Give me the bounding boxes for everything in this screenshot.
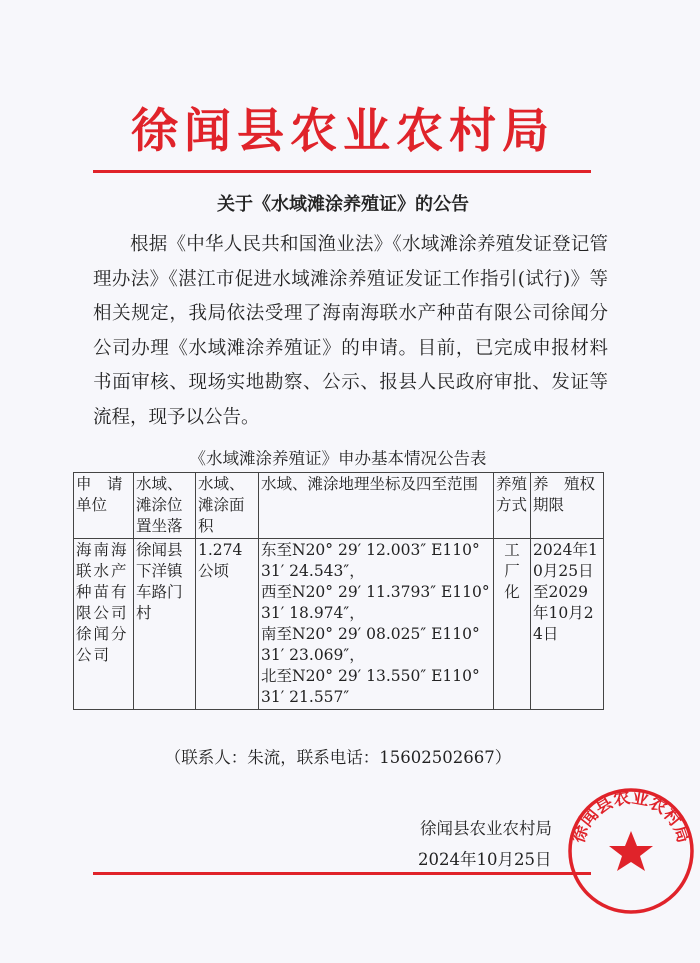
table-row xyxy=(74,538,604,709)
signature-org: 徐闻县农业农村局 xyxy=(420,819,552,838)
table-header-row xyxy=(74,472,604,538)
seal-star-icon xyxy=(609,831,653,871)
bound-south: 南至N20° 29′ 08.025″ E110° 31′ 23.069″， xyxy=(261,624,480,664)
bound-west: 西至N20° 29′ 11.3793″ E110° 31′ 18.974″， xyxy=(261,582,490,622)
notice-body: 根据《中华人民共和国渔业法》《水域滩涂养殖发证登记管理办法》《湛江市促进水域滩涂养殖证发证工作指引(试行)》等相关规定，我局依法受理了海南海联水产种苗有限公司徐闻分公司办理《水域滩涂养殖证》的申请。目前，已完成申报材料书面审核、现场实地勘察、公示、报县人民政府审批、发证等流程，现予以公告。 xyxy=(93,234,608,428)
cell-applicant: 海南海联水产种苗有限公司徐闻分公司 xyxy=(74,538,134,709)
official-seal xyxy=(566,786,696,916)
header-method: 养殖方式 xyxy=(494,472,531,538)
header-location: 水域、滩涂位置坐落 xyxy=(134,472,196,538)
header-bounds: 水域、滩涂地理坐标及四至范围 xyxy=(259,472,494,538)
signature-date: 2024年10月25日 xyxy=(418,850,552,869)
header-area: 水域、滩涂面积 xyxy=(196,472,259,538)
letterhead-divider xyxy=(93,170,591,173)
cell-location: 徐闻县下洋镇车路门村 xyxy=(134,538,196,709)
cell-area: 1.274公顷 xyxy=(196,538,259,709)
cell-term: 2024年10月25日至2029年10月24日 xyxy=(531,538,604,709)
notice-content xyxy=(73,228,611,768)
cell-method: 工厂化 xyxy=(494,538,531,709)
header-applicant: 申 请单位 xyxy=(74,472,134,538)
letterhead-organization: 徐闻县农业农村局 xyxy=(131,104,555,159)
cell-bounds xyxy=(259,538,494,709)
svg-text:徐闻县农业农村局: 徐闻县农业农村局 xyxy=(568,787,694,846)
info-table xyxy=(73,472,611,710)
notice-title: 关于《水域滩涂养殖证》的公告 xyxy=(217,194,469,215)
header-term: 养 殖权 期限 xyxy=(531,472,604,538)
footer-divider xyxy=(93,872,591,875)
bound-north: 北至N20° 29′ 13.550″ E110° 31′ 21.557″ xyxy=(261,666,480,706)
table-caption: 《水域滩涂养殖证》申办基本情况公告表 xyxy=(189,448,487,468)
contact-info: （联系人：朱流，联系电话：15602502667） xyxy=(164,747,512,767)
bound-east: 东至N20° 29′ 12.003″ E110° 31′ 24.543″， xyxy=(261,540,480,580)
